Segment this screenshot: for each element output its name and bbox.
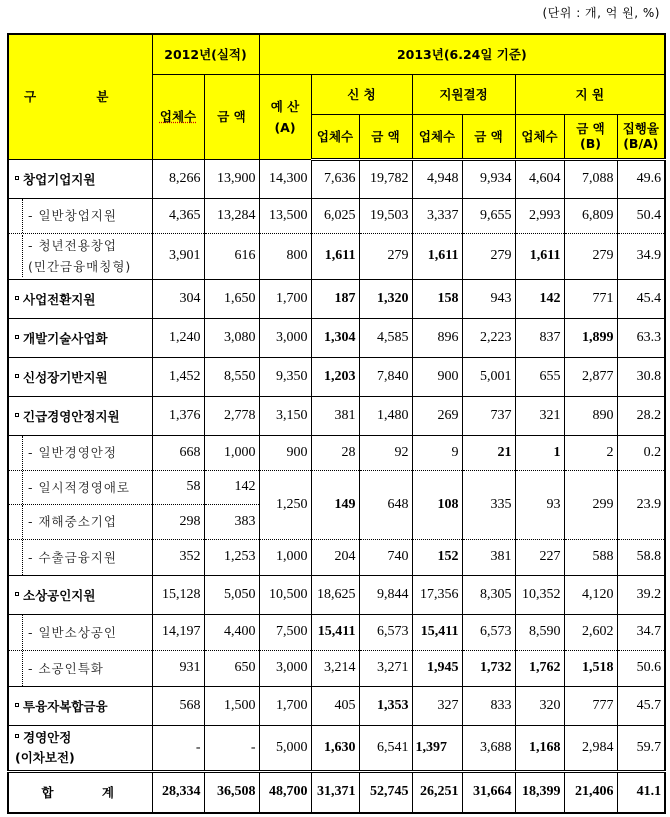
header-support: 지 원 (515, 74, 665, 114)
table-row (8, 650, 665, 686)
table-row (8, 470, 665, 504)
cell-support-amount: 4,120 (564, 575, 617, 614)
cell-decision-amount: 6,573 (462, 614, 515, 650)
cell-2012-companies: 8,266 (152, 159, 204, 198)
cell-support-companies: 655 (515, 357, 564, 396)
cell-decision-amount: 381 (462, 539, 515, 575)
cell-budget: 14,300 (259, 159, 311, 198)
cell-2012-companies: 1,240 (152, 318, 204, 357)
table-row (8, 357, 665, 396)
cell-support-companies: 10,352 (515, 575, 564, 614)
cell-2012-companies: 568 (152, 686, 204, 725)
row-label: 긴급경영안정지원 (8, 396, 152, 435)
cell-budget: 13,500 (259, 198, 311, 233)
cell-decision-companies-merged: 108 (412, 470, 462, 539)
cell-exec-rate: 28.2 (617, 396, 665, 435)
cell-support-amount: 588 (564, 539, 617, 575)
cell-decision-amount: 9,934 (462, 159, 515, 198)
bullet-icon (15, 176, 19, 180)
cell-support-amount: 1,899 (564, 318, 617, 357)
cell-apply-companies: 204 (311, 539, 359, 575)
cell-decision-amount: 279 (462, 233, 515, 279)
cell-2012-amount: 1,500 (204, 686, 259, 725)
row-label: 신성장기반지원 (8, 357, 152, 396)
cell-support-amount: 2,984 (564, 725, 617, 771)
table-row (8, 435, 665, 470)
cell-support-companies: 1 (515, 435, 564, 470)
bullet-icon (15, 413, 19, 417)
cell-support-amount: 7,088 (564, 159, 617, 198)
bullet-icon (15, 734, 19, 738)
header-budget: 예 산 (A) (259, 74, 311, 159)
row-label: 창업기업지원 (8, 159, 152, 198)
cell-2012-amount: 1,253 (204, 539, 259, 575)
cell-apply-companies: 1,630 (311, 725, 359, 771)
cell-support-companies: 18,399 (515, 771, 564, 813)
cell-budget: 900 (259, 435, 311, 470)
cell-2012-companies: 58 (152, 470, 204, 504)
table-row (8, 198, 665, 233)
header-exec-rate: 집행율 (B/A) (617, 114, 665, 159)
cell-2012-amount: 13,900 (204, 159, 259, 198)
cell-exec-rate: 45.7 (617, 686, 665, 725)
cell-apply-companies: 6,025 (311, 198, 359, 233)
cell-support-companies: 142 (515, 279, 564, 318)
cell-support-companies: 227 (515, 539, 564, 575)
cell-2012-companies: 1,376 (152, 396, 204, 435)
cell-support-amount: 279 (564, 233, 617, 279)
cell-decision-amount: 9,655 (462, 198, 515, 233)
table-row (8, 233, 665, 279)
cell-decision-companies: 152 (412, 539, 462, 575)
cell-apply-amount: 7,840 (359, 357, 412, 396)
cell-2012-companies: 3,901 (152, 233, 204, 279)
cell-apply-companies: 31,371 (311, 771, 359, 813)
cell-2012-amount: 3,080 (204, 318, 259, 357)
cell-decision-companies: 15,411 (412, 614, 462, 650)
cell-decision-amount: 1,732 (462, 650, 515, 686)
cell-exec-rate: 39.2 (617, 575, 665, 614)
cell-decision-amount: 21 (462, 435, 515, 470)
row-label: 개발기술사업화 (8, 318, 152, 357)
cell-decision-companies: 4,948 (412, 159, 462, 198)
cell-apply-amount: 1,320 (359, 279, 412, 318)
row-label: - 일반소상공인 (8, 614, 152, 650)
cell-support-amount: 2,602 (564, 614, 617, 650)
header-2013: 2013년(6.24일 기준) (259, 34, 665, 74)
cell-decision-amount: 737 (462, 396, 515, 435)
bullet-icon (15, 374, 19, 378)
cell-support-companies: 320 (515, 686, 564, 725)
row-label: - 일반경영안정 (8, 435, 152, 470)
cell-decision-amount: 31,664 (462, 771, 515, 813)
cell-exec-rate: 49.6 (617, 159, 665, 198)
header-decision-companies: 업체수 (412, 114, 462, 159)
cell-apply-companies: 28 (311, 435, 359, 470)
cell-apply-companies: 18,625 (311, 575, 359, 614)
cell-support-companies-merged: 93 (515, 470, 564, 539)
cell-support-amount: 771 (564, 279, 617, 318)
cell-exec-rate: 63.3 (617, 318, 665, 357)
bullet-icon (15, 703, 19, 707)
table-row (8, 614, 665, 650)
cell-budget: 5,000 (259, 725, 311, 771)
header-2012-companies: 업체수 (152, 74, 204, 159)
cell-decision-amount: 8,305 (462, 575, 515, 614)
bullet-icon (15, 335, 19, 339)
cell-2012-amount: - (204, 725, 259, 771)
row-label: 소상공인지원 (8, 575, 152, 614)
header-decision: 지원결정 (412, 74, 515, 114)
cell-decision-companies: 9 (412, 435, 462, 470)
cell-apply-amount: 279 (359, 233, 412, 279)
cell-2012-amount: 2,778 (204, 396, 259, 435)
cell-exec-rate: 34.9 (617, 233, 665, 279)
row-label: 투융자복합금융 (8, 686, 152, 725)
cell-2012-companies: 304 (152, 279, 204, 318)
cell-apply-amount: 9,844 (359, 575, 412, 614)
header-decision-amount: 금 액 (462, 114, 515, 159)
cell-exec-rate: 41.1 (617, 771, 665, 813)
cell-support-companies: 2,993 (515, 198, 564, 233)
cell-apply-amount: 6,573 (359, 614, 412, 650)
row-label: 사업전환지원 (8, 279, 152, 318)
cell-2012-companies: 15,128 (152, 575, 204, 614)
cell-budget: 9,350 (259, 357, 311, 396)
cell-support-amount: 6,809 (564, 198, 617, 233)
table-row (8, 318, 665, 357)
table-row (8, 686, 665, 725)
cell-2012-companies: 352 (152, 539, 204, 575)
row-label: - 재해중소기업 (8, 504, 152, 539)
cell-apply-amount: 740 (359, 539, 412, 575)
cell-2012-companies: 931 (152, 650, 204, 686)
cell-budget: 1,000 (259, 539, 311, 575)
bullet-icon (15, 592, 19, 596)
cell-apply-amount: 4,585 (359, 318, 412, 357)
cell-support-companies: 1,611 (515, 233, 564, 279)
cell-2012-amount: 650 (204, 650, 259, 686)
table-row (8, 539, 665, 575)
cell-decision-amount-merged: 335 (462, 470, 515, 539)
bullet-icon (15, 296, 19, 300)
row-label: - 소공인특화 (8, 650, 152, 686)
cell-decision-companies: 1,611 (412, 233, 462, 279)
cell-exec-rate: 30.8 (617, 357, 665, 396)
cell-2012-amount: 36,508 (204, 771, 259, 813)
cell-2012-amount: 13,284 (204, 198, 259, 233)
table-row (8, 725, 665, 771)
cell-decision-amount: 3,688 (462, 725, 515, 771)
cell-budget: 1,700 (259, 279, 311, 318)
cell-apply-amount: 6,541 (359, 725, 412, 771)
cell-2012-amount: 142 (204, 470, 259, 504)
cell-support-amount: 2,877 (564, 357, 617, 396)
row-label: - 일반창업지원 (8, 198, 152, 233)
cell-decision-amount: 2,223 (462, 318, 515, 357)
cell-budget: 1,700 (259, 686, 311, 725)
header-support-companies: 업체수 (515, 114, 564, 159)
cell-apply-companies: 381 (311, 396, 359, 435)
table-row (8, 159, 665, 198)
cell-apply-companies: 15,411 (311, 614, 359, 650)
cell-exec-rate: 59.7 (617, 725, 665, 771)
cell-2012-amount: 1,000 (204, 435, 259, 470)
header-2012: 2012년(실적) (152, 34, 259, 74)
cell-apply-amount: 52,745 (359, 771, 412, 813)
cell-2012-amount: 5,050 (204, 575, 259, 614)
row-label: - 수출금융지원 (8, 539, 152, 575)
cell-support-companies: 837 (515, 318, 564, 357)
cell-support-companies: 321 (515, 396, 564, 435)
cell-budget: 7,500 (259, 614, 311, 650)
cell-decision-companies: 1,397 (412, 725, 462, 771)
cell-budget: 10,500 (259, 575, 311, 614)
cell-budget: 3,150 (259, 396, 311, 435)
cell-2012-amount: 8,550 (204, 357, 259, 396)
total-row (8, 771, 665, 813)
cell-decision-amount: 943 (462, 279, 515, 318)
cell-exec-rate: 50.6 (617, 650, 665, 686)
cell-apply-companies: 1,611 (311, 233, 359, 279)
cell-support-amount: 1,518 (564, 650, 617, 686)
total-label: 합 계 (8, 771, 152, 813)
cell-decision-companies: 327 (412, 686, 462, 725)
cell-support-amount: 21,406 (564, 771, 617, 813)
cell-support-companies: 1,168 (515, 725, 564, 771)
table-row (8, 279, 665, 318)
cell-2012-companies: - (152, 725, 204, 771)
table-row (8, 575, 665, 614)
cell-budget: 48,700 (259, 771, 311, 813)
cell-budget: 800 (259, 233, 311, 279)
cell-2012-amount: 4,400 (204, 614, 259, 650)
cell-2012-amount: 383 (204, 504, 259, 539)
header-apply-companies: 업체수 (311, 114, 359, 159)
cell-decision-companies: 896 (412, 318, 462, 357)
header-apply-amount: 금 액 (359, 114, 412, 159)
cell-decision-companies: 1,945 (412, 650, 462, 686)
cell-decision-amount: 833 (462, 686, 515, 725)
cell-apply-companies: 187 (311, 279, 359, 318)
cell-2012-companies: 28,334 (152, 771, 204, 813)
cell-decision-companies: 269 (412, 396, 462, 435)
cell-decision-companies: 17,356 (412, 575, 462, 614)
cell-2012-companies: 668 (152, 435, 204, 470)
table-row (8, 396, 665, 435)
cell-decision-companies: 158 (412, 279, 462, 318)
cell-apply-companies-merged: 149 (311, 470, 359, 539)
cell-support-amount: 2 (564, 435, 617, 470)
cell-apply-amount: 92 (359, 435, 412, 470)
cell-budget: 3,000 (259, 318, 311, 357)
cell-support-amount-merged: 299 (564, 470, 617, 539)
cell-decision-companies: 900 (412, 357, 462, 396)
row-label: 경영안정 (이차보전) (8, 725, 152, 771)
cell-exec-rate: 50.4 (617, 198, 665, 233)
cell-apply-amount-merged: 648 (359, 470, 412, 539)
header-2012-amount: 금 액 (204, 74, 259, 159)
header-support-amount: 금 액 (B) (564, 114, 617, 159)
cell-budget-merged: 1,250 (259, 470, 311, 539)
cell-exec-rate: 0.2 (617, 435, 665, 470)
cell-2012-companies: 4,365 (152, 198, 204, 233)
cell-apply-companies: 1,203 (311, 357, 359, 396)
cell-2012-amount: 1,650 (204, 279, 259, 318)
cell-exec-rate: 34.7 (617, 614, 665, 650)
row-label: - 청년전용창업 (민간금융매칭형) (8, 233, 152, 279)
cell-decision-companies: 3,337 (412, 198, 462, 233)
cell-2012-companies: 298 (152, 504, 204, 539)
cell-decision-amount: 5,001 (462, 357, 515, 396)
cell-support-amount: 890 (564, 396, 617, 435)
cell-budget: 3,000 (259, 650, 311, 686)
cell-2012-companies: 14,197 (152, 614, 204, 650)
cell-support-companies: 1,762 (515, 650, 564, 686)
cell-apply-amount: 19,782 (359, 159, 412, 198)
cell-support-amount: 777 (564, 686, 617, 725)
cell-exec-rate: 58.8 (617, 539, 665, 575)
unit-note: (단위 : 개, 억 원, %) (542, 6, 660, 20)
cell-exec-rate: 45.4 (617, 279, 665, 318)
cell-apply-amount: 3,271 (359, 650, 412, 686)
cell-exec-rate-merged: 23.9 (617, 470, 665, 539)
header-category: 구 분 (8, 34, 152, 159)
cell-apply-amount: 19,503 (359, 198, 412, 233)
cell-apply-companies: 3,214 (311, 650, 359, 686)
cell-apply-companies: 1,304 (311, 318, 359, 357)
cell-apply-companies: 7,636 (311, 159, 359, 198)
cell-apply-amount: 1,353 (359, 686, 412, 725)
row-label: - 일시적경영애로 (8, 470, 152, 504)
cell-decision-companies: 26,251 (412, 771, 462, 813)
cell-apply-amount: 1,480 (359, 396, 412, 435)
header-apply: 신 청 (311, 74, 412, 114)
support-status-table (7, 33, 666, 814)
cell-2012-amount: 616 (204, 233, 259, 279)
cell-support-companies: 4,604 (515, 159, 564, 198)
cell-apply-companies: 405 (311, 686, 359, 725)
cell-2012-companies: 1,452 (152, 357, 204, 396)
cell-support-companies: 8,590 (515, 614, 564, 650)
